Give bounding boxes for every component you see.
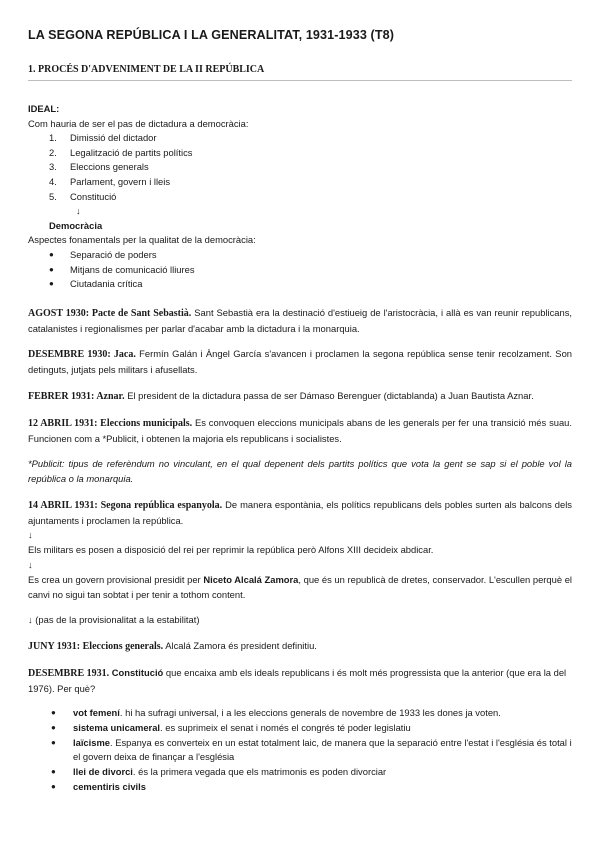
step-number: 5. xyxy=(49,190,57,202)
event-text: Es crea un govern provisional presidit per xyxy=(28,573,204,585)
list-item xyxy=(51,721,572,736)
step-text: Legalització de partits polítics xyxy=(70,146,193,158)
event-text: Fermín Galán i Àngel García s'avancen i proclamen la segona república sense tenir recolzament. Son detinguts, jutjats pels militars i afusellats. xyxy=(28,348,572,376)
list-item xyxy=(49,131,572,146)
list-item xyxy=(49,146,572,161)
event-text: que encaixa amb els ideals republicans i és molt més progressista que la anterior (que era la del 1976). Per què? xyxy=(28,667,567,694)
result-label: Democràcia xyxy=(49,219,103,231)
event-text: El president de la dictadura passa de ser Dámaso Berenguer (dictablanda) a Juan Bautista Aznar. xyxy=(124,389,534,401)
bullet-icon: ● xyxy=(51,722,56,732)
event-date: DESEMBRE 1931. xyxy=(28,668,110,680)
step-text: Dimissió del dictador xyxy=(70,132,157,144)
constitution-features-list xyxy=(28,706,572,795)
feature-name: llei de divorci xyxy=(73,766,133,778)
event-desembre-1931 xyxy=(28,666,572,697)
bullet-icon: ● xyxy=(51,708,56,718)
event-date: AGOST 1930: Pacte de Sant Sebastià. xyxy=(28,307,192,319)
section-divider xyxy=(28,80,572,81)
event-14-abril-1931 xyxy=(28,498,572,603)
step-number: 4. xyxy=(49,175,57,187)
step-number: 1. xyxy=(49,132,57,144)
publicit-note: *Publicit: tipus de referèndum no vinculant, en el qual depenent dels partits polítics que vota la gent se sap si el poble vol la república o la monarquia. xyxy=(28,458,572,485)
feature-name: laïcisme xyxy=(73,736,111,748)
bullet-icon: ● xyxy=(49,279,54,289)
page-title: LA SEGONA REPÚBLICA I LA GENERALITAT, 1931-1933 (T8) xyxy=(28,28,395,42)
event-date: JUNY 1931: Eleccions generals. xyxy=(28,641,164,653)
list-item xyxy=(51,706,572,721)
event-date: 14 ABRIL 1931: Segona república espanyola. xyxy=(28,499,223,511)
person-name: Niceto Alcalá Zamora xyxy=(203,573,299,585)
bullet-icon: ● xyxy=(49,264,54,274)
event-text: Es convoquen eleccions municipals abans de les generals per fer una transició més suau. Funcionen com a *Publicit, i obtenen la majoria els republicans i socialistes. xyxy=(28,416,573,444)
event-text: , que és un republicà de dretes, conservador. L'escullen perquè el canvi no sigui tan sobtat i per tenir a tothom content. xyxy=(28,573,572,600)
event-juny-1931 xyxy=(28,639,572,655)
bullet-icon: ● xyxy=(51,737,56,747)
event-text: Alcalá Zamora és president definitiu. xyxy=(163,640,317,652)
section-heading: 1. PROCÉS D'ADVENIMENT DE LA II REPÚBLICA xyxy=(28,64,265,75)
event-date: 12 ABRIL 1931: Eleccions municipals. xyxy=(28,417,193,429)
event-text: Sant Sebastià era la destinació d'estiueig de l'aristocràcia, i allà es van reunir republicans, catalanistes i regionalismes per parlar d'acabar amb la dictadura i la monarquia. xyxy=(28,306,572,334)
ideal-heading: IDEAL: xyxy=(28,103,60,114)
event-date: FEBRER 1931: Aznar. xyxy=(28,390,125,402)
aspect-text: Mitjans de comunicació lliures xyxy=(70,263,195,275)
step-number: 2. xyxy=(49,146,57,158)
list-item xyxy=(51,780,572,795)
event-agost-1930 xyxy=(28,306,572,337)
feature-name: sistema unicameral xyxy=(73,721,161,733)
list-item xyxy=(49,190,572,205)
list-item xyxy=(49,277,572,292)
step-text: Parlament, govern i lleis xyxy=(70,175,171,187)
aspects-intro: Aspectes fonamentals per la qualitat de la democràcia: xyxy=(28,234,256,246)
feature-text: . hi ha sufragi universal, i a les eleccions generals de novembre de 1933 les dones ja voten. xyxy=(119,707,501,719)
step-text: Constitució xyxy=(70,190,117,202)
aspect-text: Separació de poders xyxy=(70,248,157,260)
list-item xyxy=(49,263,572,278)
event-desembre-1930 xyxy=(28,347,572,378)
down-arrow-icon: ↓ xyxy=(28,529,33,541)
list-item xyxy=(51,765,572,780)
feature-text: . és la primera vegada que els matrimonis es poden divorciar xyxy=(132,766,387,778)
step-text: Eleccions generals xyxy=(70,161,149,173)
event-text: De manera espontània, els polítics republicans dels pobles surten als balcons dels ajuntaments i proclamen la república. xyxy=(28,498,572,526)
step-number: 3. xyxy=(49,161,57,173)
aspect-text: Ciutadania crítica xyxy=(70,278,143,290)
event-12-abril-1931 xyxy=(28,416,572,447)
bullet-icon: ● xyxy=(49,249,54,259)
event-title: Constitució xyxy=(109,667,164,679)
transition-note: ↓ (pas de la provisionalitat a la estabilitat) xyxy=(28,614,200,626)
feature-text: . es suprimeix el senat i només el congrés té poder legislatiu xyxy=(160,721,411,733)
down-arrow-icon: ↓ xyxy=(76,205,81,217)
feature-name: cementiris civils xyxy=(73,781,146,793)
down-arrow-icon: ↓ xyxy=(28,559,33,571)
event-date: DESEMBRE 1930: Jaca. xyxy=(28,349,136,361)
document-page xyxy=(28,28,572,795)
aspects-list xyxy=(28,248,572,292)
bullet-icon: ● xyxy=(51,782,56,792)
event-febrer-1931 xyxy=(28,389,572,405)
feature-text: . Espanya es converteix en un estat totalment laic, de manera que la separació entre l'estat i l'església és total i el govern deixa de finançar a l'església xyxy=(73,736,572,763)
list-item xyxy=(49,248,572,263)
steps-list xyxy=(28,131,572,204)
list-item xyxy=(49,160,572,175)
feature-name: vot femení xyxy=(73,707,120,719)
bullet-icon: ● xyxy=(51,767,56,777)
list-item xyxy=(51,736,572,766)
list-item xyxy=(49,175,572,190)
event-text: Els militars es posen a disposició del rei per reprimir la república però Alfons XIII decideix abdicar. xyxy=(28,544,434,556)
ideal-intro: Com hauria de ser el pas de dictadura a democràcia: xyxy=(28,117,249,129)
